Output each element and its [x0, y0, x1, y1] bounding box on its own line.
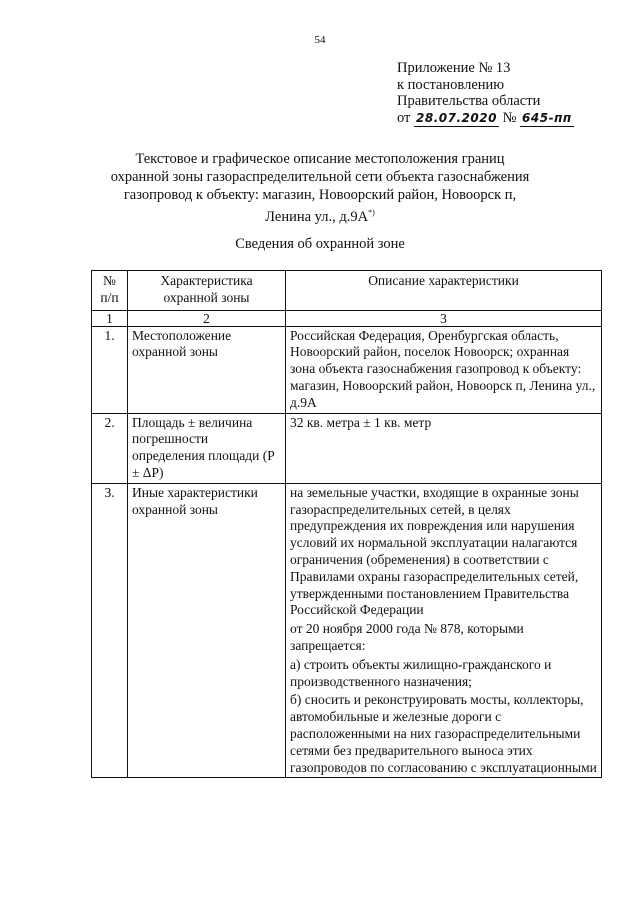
document-title	[60, 150, 580, 226]
description-paragraph: на земельные участки, входящие в охранные зоны газораспределительных сетей, в целях предупреждения их повреждения или нарушения условий их нормальной эксплуатации налагаются ограничения (обременения) в соответствии с Правилами охраны газораспределительных сетей, утвержденными постановлением Правительства Российской Федерации	[290, 484, 579, 618]
title-line-4: Ленина ул., д.9А*)	[265, 208, 375, 225]
table-row	[92, 413, 602, 483]
header-characteristic: Характеристика охранной зоны	[128, 271, 286, 311]
appendix-resolution: к постановлению	[397, 76, 505, 93]
number-prefix: №	[502, 109, 517, 126]
row-number: 1.	[92, 326, 128, 413]
column-number: 3	[286, 310, 602, 326]
row-description	[286, 483, 602, 778]
zone-info-table	[91, 270, 602, 778]
table-row	[92, 483, 602, 778]
appendix-block	[397, 60, 574, 127]
section-subtitle: Сведения об охранной зоне	[235, 236, 405, 252]
appendix-title: Приложение № 13	[397, 60, 511, 76]
table-row	[92, 326, 602, 413]
header-number: № п/п	[92, 271, 128, 311]
header-description: Описание характеристики	[286, 271, 602, 311]
row-characteristic: Площадь ± величина погрешности определения площади (P ± ΔP)	[128, 413, 286, 483]
handwritten-number: 645-пп	[520, 110, 574, 128]
row-characteristic: Местоположение охранной зоны	[128, 326, 286, 413]
row-description: Российская Федерация, Оренбургская область, Новоорский район, поселок Новоорск; охранная зона объекта газоснабжения газопровод к объекту: магазин, Новоорский район, Новоорск п, Ленина ул., д.9А	[286, 326, 602, 413]
column-number: 2	[128, 310, 286, 326]
title-line-2: охранной зоны газораспределительной сети объекта газоснабжения	[110, 169, 530, 185]
table-header-row	[92, 271, 602, 311]
title-line-3: газопровод к объекту: магазин, Новоорский район, Новоорск п,	[123, 187, 517, 203]
row-characteristic: Иные характеристики охранной зоны	[128, 483, 286, 778]
appendix-issuer: Правительства области	[397, 93, 541, 109]
description-list-item: б) сносить и реконструировать мосты, коллекторы, автомобильные и железные дороги с расположенными на них газораспределительными сетями без предварительного выноса этих газопроводов по согласованию с эксплуатационными	[290, 692, 597, 775]
page-number: 54	[314, 34, 326, 46]
row-number: 2.	[92, 413, 128, 483]
column-number-row	[92, 310, 602, 326]
date-prefix: от	[397, 109, 411, 126]
row-number: 3.	[92, 483, 128, 778]
column-number: 1	[92, 310, 128, 326]
appendix-date-line	[397, 110, 574, 128]
footnote-mark: *)	[368, 208, 375, 217]
description-paragraph: от 20 ноября 2000 года № 878, которыми запрещается:	[290, 621, 524, 653]
row-description: 32 кв. метра ± 1 кв. метр	[286, 413, 602, 483]
description-list-item: а) строить объекты жилищно-гражданского и производственного назначения;	[290, 656, 552, 689]
handwritten-date: 28.07.2020	[414, 110, 499, 128]
title-line-1: Текстовое и графическое описание местоположения границ	[135, 151, 505, 167]
